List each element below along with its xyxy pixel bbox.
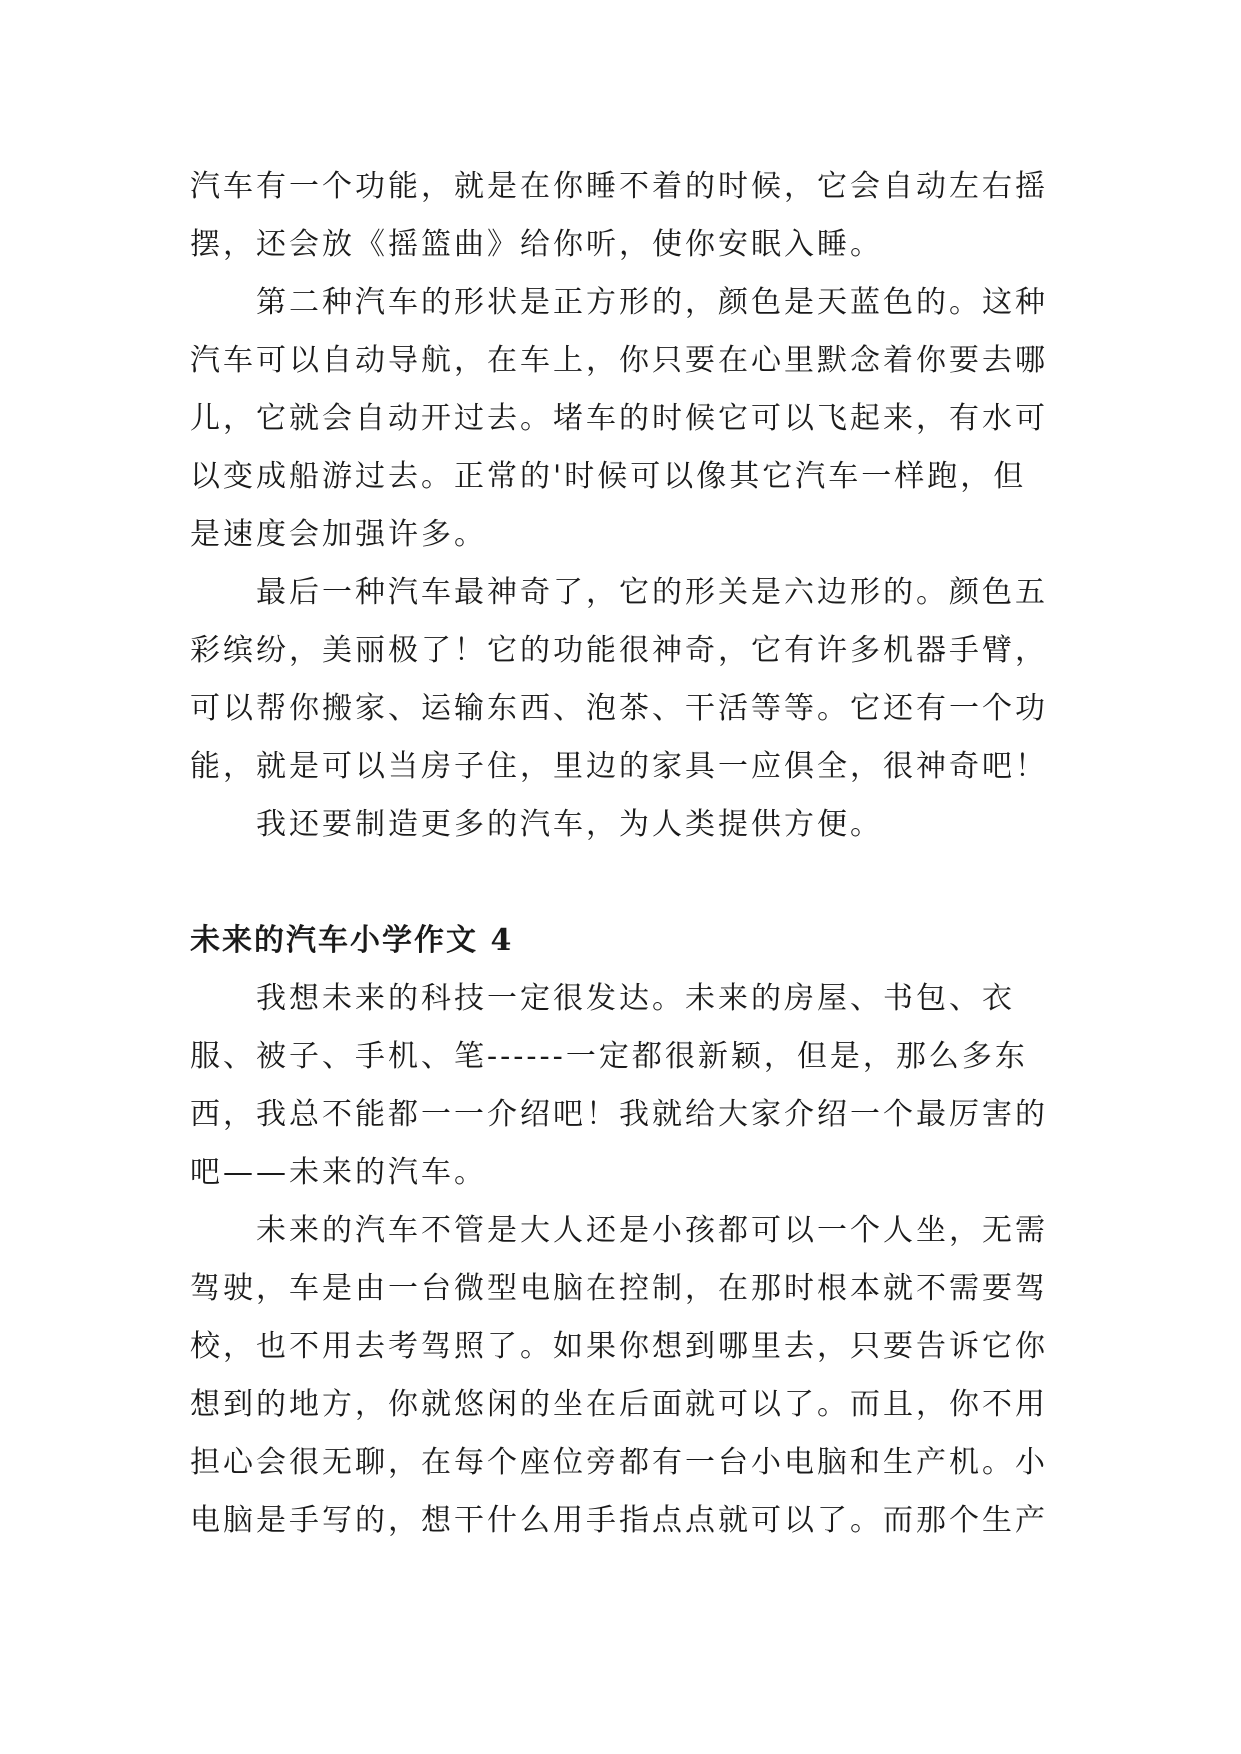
paragraph-3: 最后一种汽车最神奇了，它的形关是六边形的。颜色五彩缤纷，美丽极了！它的功能很神奇，它有许多机器手臂，可以帮你搬家、运输东西、泡茶、干活等等。它还有一个功能，就是可以当房子住，里边的家具一应俱全，很神奇吧！ — [190, 575, 1048, 784]
paragraph-5: 我想未来的科技一定很发达。未来的房屋、书包、衣服、被子、手机、笔------一定都很新颖，但是，那么多东西，我总不能都一一介绍吧！我就给大家介绍一个最厉害的吧——未来的汽车。 — [190, 981, 1048, 1190]
paragraph-1: 汽车有一个功能，就是在你睡不着的时候，它会自动左右摇摆，还会放《摇篮曲》给你听，使你安眠入睡。 — [190, 169, 1048, 262]
document-body — [190, 158, 1050, 1550]
paragraph-2: 第二种汽车的形状是正方形的，颜色是天蓝色的。这种汽车可以自动导航，在车上，你只要在心里默念着你要去哪儿，它就会自动开过去。堵车的时候它可以飞起来，有水可以变成船游过去。正常的'时候可以像其它汽车一样跑，但是速度会加强许多。 — [190, 285, 1048, 552]
section-heading: 未来的汽车小学作文 4 — [190, 923, 514, 958]
paragraph-4: 我还要制造更多的汽车，为人类提供方便。 — [256, 807, 883, 842]
paragraph-6: 未来的汽车不管是大人还是小孩都可以一个人坐，无需驾驶，车是由一台微型电脑在控制，在那时根本就不需要驾校，也不用去考驾照了。如果你想到哪里去，只要告诉它你想到的地方，你就悠闲的坐在后面就可以了。而且，你不用担心会很无聊，在每个座位旁都有一台小电脑和生产机。小电脑是手写的，想干什么用手指点点就可以了。而那个生产 — [190, 1213, 1048, 1538]
